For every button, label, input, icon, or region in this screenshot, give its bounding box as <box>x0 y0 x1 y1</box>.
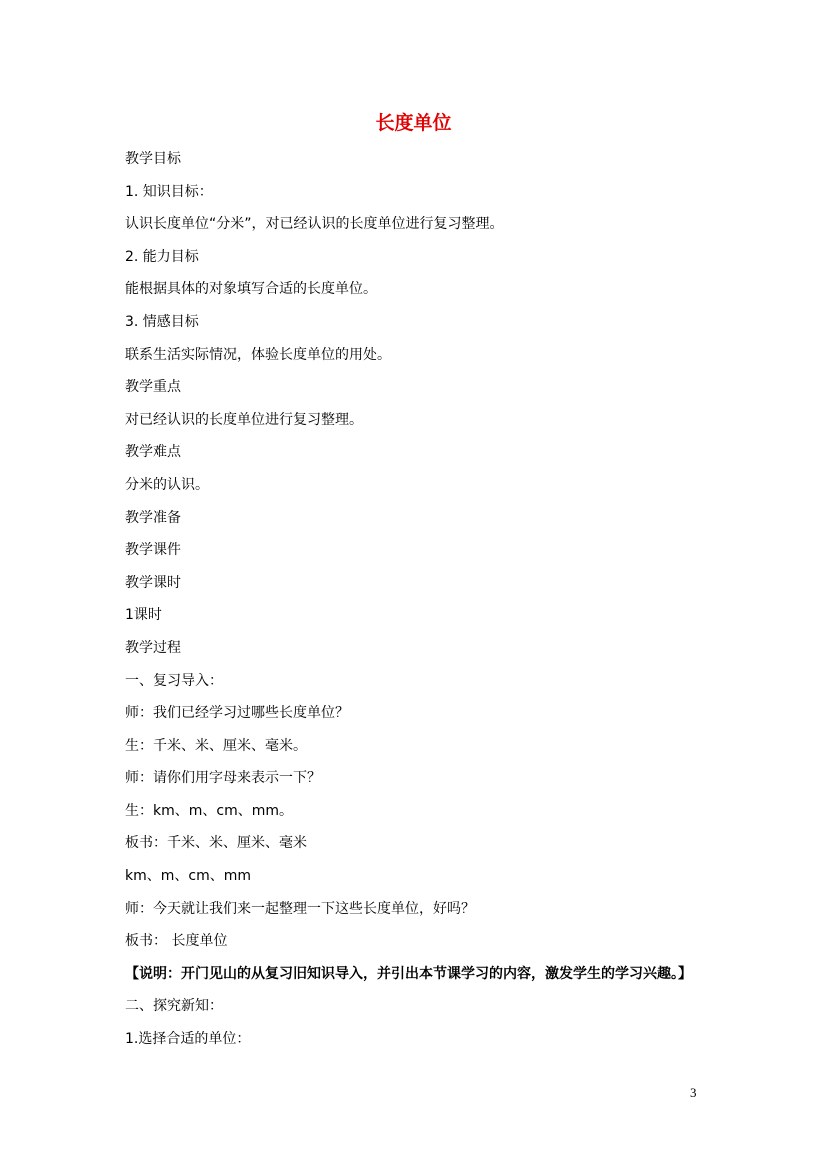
body-line: km、m、cm、mm <box>125 868 251 885</box>
body-line: 教学课时 <box>125 574 181 591</box>
document-body <box>125 148 725 1061</box>
body-line: 生：km、m、cm、mm。 <box>125 802 293 819</box>
body-line: 教学目标 <box>125 151 181 167</box>
body-line: 教学课件 <box>125 542 181 559</box>
body-line: 1. 知识目标： <box>125 183 213 200</box>
body-line: 生：千米、米、厘米、毫米。 <box>125 737 307 754</box>
body-line: 板书： 长度单位 <box>125 933 228 950</box>
body-line: 师：请你们用字母来表示一下？ <box>125 770 321 787</box>
body-line: 教学难点 <box>125 444 181 461</box>
body-line: 教学过程 <box>125 639 181 656</box>
page-number: 3 <box>690 1085 697 1100</box>
body-line: 1.选择合适的单位： <box>125 1031 251 1048</box>
body-line: 教学准备 <box>125 509 181 526</box>
body-line: 认识长度单位“分米”，对已经认识的长度单位进行复习整理。 <box>125 216 504 233</box>
document-title: 长度单位 <box>375 112 452 134</box>
body-line: 二、探究新知： <box>125 998 223 1015</box>
body-line: 对已经认识的长度单位进行复习整理。 <box>125 411 363 428</box>
body-line: 3. 情感目标 <box>125 313 199 330</box>
body-line: 师：今天就让我们来一起整理一下这些长度单位，好吗？ <box>125 900 475 917</box>
body-line: 2. 能力目标 <box>125 248 199 265</box>
body-line: 教学重点 <box>125 379 181 396</box>
body-line: 联系生活实际情况，体验长度单位的用处。 <box>125 346 391 363</box>
body-line: 【说明：开门见山的从复习旧知识导入，并引出本节课学习的内容，激发学生的学习兴趣。】 <box>125 965 692 982</box>
body-line: 分米的认识。 <box>125 476 209 493</box>
body-line: 一、复习导入： <box>125 672 223 689</box>
body-line: 1课时 <box>125 607 162 624</box>
body-line: 板书：千米、米、厘米、毫米 <box>125 835 307 852</box>
body-line: 能根据具体的对象填写合适的长度单位。 <box>125 281 377 298</box>
body-line: 师：我们已经学习过哪些长度单位？ <box>125 705 349 722</box>
